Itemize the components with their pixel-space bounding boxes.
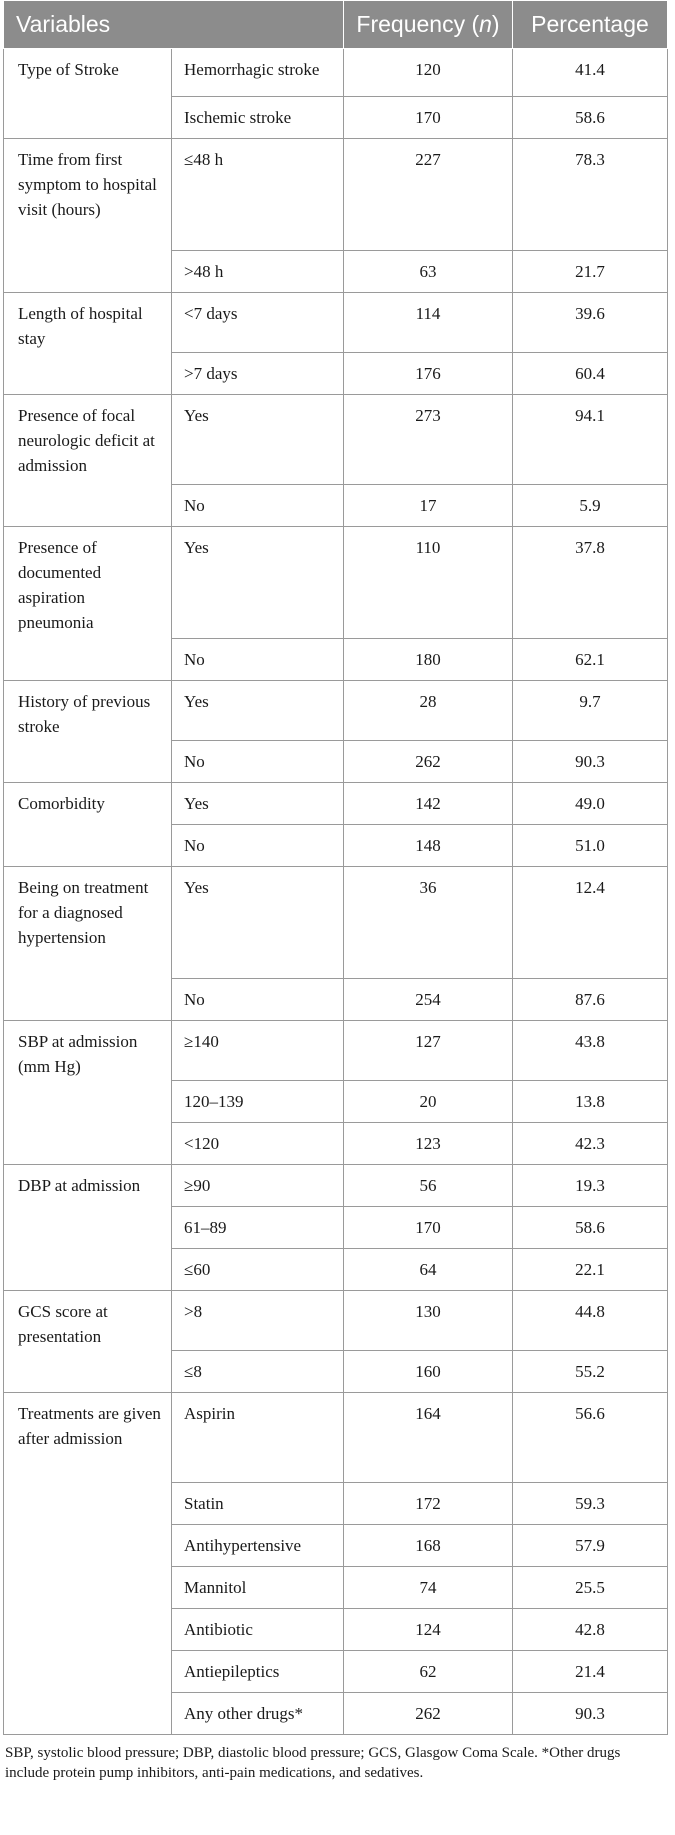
- table-row: [4, 783, 668, 825]
- frequency-cell: 142: [344, 783, 513, 825]
- category-cell: Statin: [172, 1483, 344, 1525]
- frequency-cell: 114: [344, 293, 513, 353]
- table-footnote: SBP, systolic blood pressure; DBP, diastolic blood pressure; GCS, Glasgow Coma Scale. *Other drugs include protein pump inhibitors, anti-pain medications, and sedatives.: [5, 1745, 621, 1781]
- percentage-cell: 60.4: [513, 353, 668, 395]
- category-cell: Any other drugs*: [172, 1693, 344, 1735]
- table-row: [4, 681, 668, 741]
- category-cell: <7 days: [172, 293, 344, 353]
- percentage-cell: 57.9: [513, 1525, 668, 1567]
- frequency-cell: 160: [344, 1351, 513, 1393]
- table-row: [4, 49, 668, 97]
- category-cell: >8: [172, 1291, 344, 1351]
- category-cell: Yes: [172, 867, 344, 979]
- table-row: [4, 1021, 668, 1081]
- frequency-cell: 168: [344, 1525, 513, 1567]
- header-frequency-n: n: [479, 11, 492, 37]
- frequency-cell: 36: [344, 867, 513, 979]
- percentage-cell: 58.6: [513, 1207, 668, 1249]
- category-cell: ≤8: [172, 1351, 344, 1393]
- variable-cell: Presence of focal neurologic deficit at admission: [4, 395, 172, 527]
- percentage-cell: 12.4: [513, 867, 668, 979]
- variable-cell: Presence of documented aspiration pneumonia: [4, 527, 172, 681]
- table-row: [4, 395, 668, 485]
- frequency-cell: 74: [344, 1567, 513, 1609]
- frequency-cell: 124: [344, 1609, 513, 1651]
- frequency-cell: 170: [344, 1207, 513, 1249]
- variable-cell: SBP at admission (mm Hg): [4, 1021, 172, 1165]
- category-cell: <120: [172, 1123, 344, 1165]
- frequency-cell: 63: [344, 251, 513, 293]
- variable-cell: Time from first symptom to hospital visit (hours): [4, 139, 172, 293]
- category-cell: 61–89: [172, 1207, 344, 1249]
- frequency-cell: 123: [344, 1123, 513, 1165]
- frequency-cell: 17: [344, 485, 513, 527]
- category-cell: Antihypertensive: [172, 1525, 344, 1567]
- header-percentage: Percentage: [513, 1, 668, 49]
- category-cell: ≥90: [172, 1165, 344, 1207]
- percentage-cell: 90.3: [513, 1693, 668, 1735]
- category-cell: Yes: [172, 681, 344, 741]
- frequency-cell: 20: [344, 1081, 513, 1123]
- table-row: [4, 1291, 668, 1351]
- frequency-cell: 273: [344, 395, 513, 485]
- variable-cell: DBP at admission: [4, 1165, 172, 1291]
- percentage-cell: 19.3: [513, 1165, 668, 1207]
- percentage-cell: 44.8: [513, 1291, 668, 1351]
- percentage-cell: 94.1: [513, 395, 668, 485]
- percentage-cell: 55.2: [513, 1351, 668, 1393]
- header-frequency: [344, 1, 513, 49]
- frequency-cell: 127: [344, 1021, 513, 1081]
- frequency-cell: 64: [344, 1249, 513, 1291]
- percentage-cell: 87.6: [513, 979, 668, 1021]
- frequency-cell: 62: [344, 1651, 513, 1693]
- category-cell: No: [172, 741, 344, 783]
- table-row: [4, 527, 668, 639]
- variable-cell: Being on treatment for a diagnosed hypertension: [4, 867, 172, 1021]
- percentage-cell: 43.8: [513, 1021, 668, 1081]
- stroke-characteristics-table: [3, 0, 668, 1735]
- category-cell: Antibiotic: [172, 1609, 344, 1651]
- category-cell: Mannitol: [172, 1567, 344, 1609]
- frequency-cell: 180: [344, 639, 513, 681]
- percentage-cell: 39.6: [513, 293, 668, 353]
- percentage-cell: 9.7: [513, 681, 668, 741]
- frequency-cell: 28: [344, 681, 513, 741]
- percentage-cell: 21.4: [513, 1651, 668, 1693]
- percentage-cell: 42.8: [513, 1609, 668, 1651]
- percentage-cell: 13.8: [513, 1081, 668, 1123]
- table-row: [4, 1393, 668, 1483]
- percentage-cell: 62.1: [513, 639, 668, 681]
- table-row: [4, 293, 668, 353]
- category-cell: No: [172, 485, 344, 527]
- percentage-cell: 90.3: [513, 741, 668, 783]
- table-body: [4, 49, 668, 1735]
- category-cell: >7 days: [172, 353, 344, 395]
- percentage-cell: 37.8: [513, 527, 668, 639]
- frequency-cell: 172: [344, 1483, 513, 1525]
- category-cell: No: [172, 639, 344, 681]
- variable-cell: History of previous stroke: [4, 681, 172, 783]
- header-frequency-label: Frequency (: [356, 11, 480, 37]
- variable-cell: Type of Stroke: [4, 49, 172, 139]
- frequency-cell: 254: [344, 979, 513, 1021]
- header-variables: Variables: [4, 1, 344, 49]
- frequency-cell: 176: [344, 353, 513, 395]
- table-header-row: [4, 1, 668, 49]
- frequency-cell: 227: [344, 139, 513, 251]
- variable-cell: Comorbidity: [4, 783, 172, 867]
- variable-cell: GCS score at presentation: [4, 1291, 172, 1393]
- percentage-cell: 59.3: [513, 1483, 668, 1525]
- percentage-cell: 78.3: [513, 139, 668, 251]
- category-cell: >48 h: [172, 251, 344, 293]
- frequency-cell: 164: [344, 1393, 513, 1483]
- header-frequency-close: ): [491, 11, 500, 37]
- category-cell: No: [172, 825, 344, 867]
- percentage-cell: 49.0: [513, 783, 668, 825]
- frequency-cell: 110: [344, 527, 513, 639]
- percentage-cell: 41.4: [513, 49, 668, 97]
- frequency-cell: 56: [344, 1165, 513, 1207]
- percentage-cell: 22.1: [513, 1249, 668, 1291]
- table-row: [4, 1165, 668, 1207]
- category-cell: Antiepileptics: [172, 1651, 344, 1693]
- category-cell: Yes: [172, 527, 344, 639]
- variable-cell: Treatments are given after admission: [4, 1393, 172, 1735]
- percentage-cell: 58.6: [513, 97, 668, 139]
- frequency-cell: 130: [344, 1291, 513, 1351]
- category-cell: Hemorrhagic stroke: [172, 49, 344, 97]
- percentage-cell: 42.3: [513, 1123, 668, 1165]
- table-row: [4, 867, 668, 979]
- frequency-cell: 170: [344, 97, 513, 139]
- category-cell: Ischemic stroke: [172, 97, 344, 139]
- category-cell: Yes: [172, 783, 344, 825]
- percentage-cell: 56.6: [513, 1393, 668, 1483]
- category-cell: Aspirin: [172, 1393, 344, 1483]
- variable-cell: Length of hospital stay: [4, 293, 172, 395]
- percentage-cell: 51.0: [513, 825, 668, 867]
- table-row: [4, 139, 668, 251]
- category-cell: ≤60: [172, 1249, 344, 1291]
- percentage-cell: 5.9: [513, 485, 668, 527]
- category-cell: 120–139: [172, 1081, 344, 1123]
- frequency-cell: 262: [344, 741, 513, 783]
- category-cell: ≤48 h: [172, 139, 344, 251]
- frequency-cell: 120: [344, 49, 513, 97]
- category-cell: No: [172, 979, 344, 1021]
- percentage-cell: 25.5: [513, 1567, 668, 1609]
- percentage-cell: 21.7: [513, 251, 668, 293]
- frequency-cell: 262: [344, 1693, 513, 1735]
- category-cell: Yes: [172, 395, 344, 485]
- frequency-cell: 148: [344, 825, 513, 867]
- category-cell: ≥140: [172, 1021, 344, 1081]
